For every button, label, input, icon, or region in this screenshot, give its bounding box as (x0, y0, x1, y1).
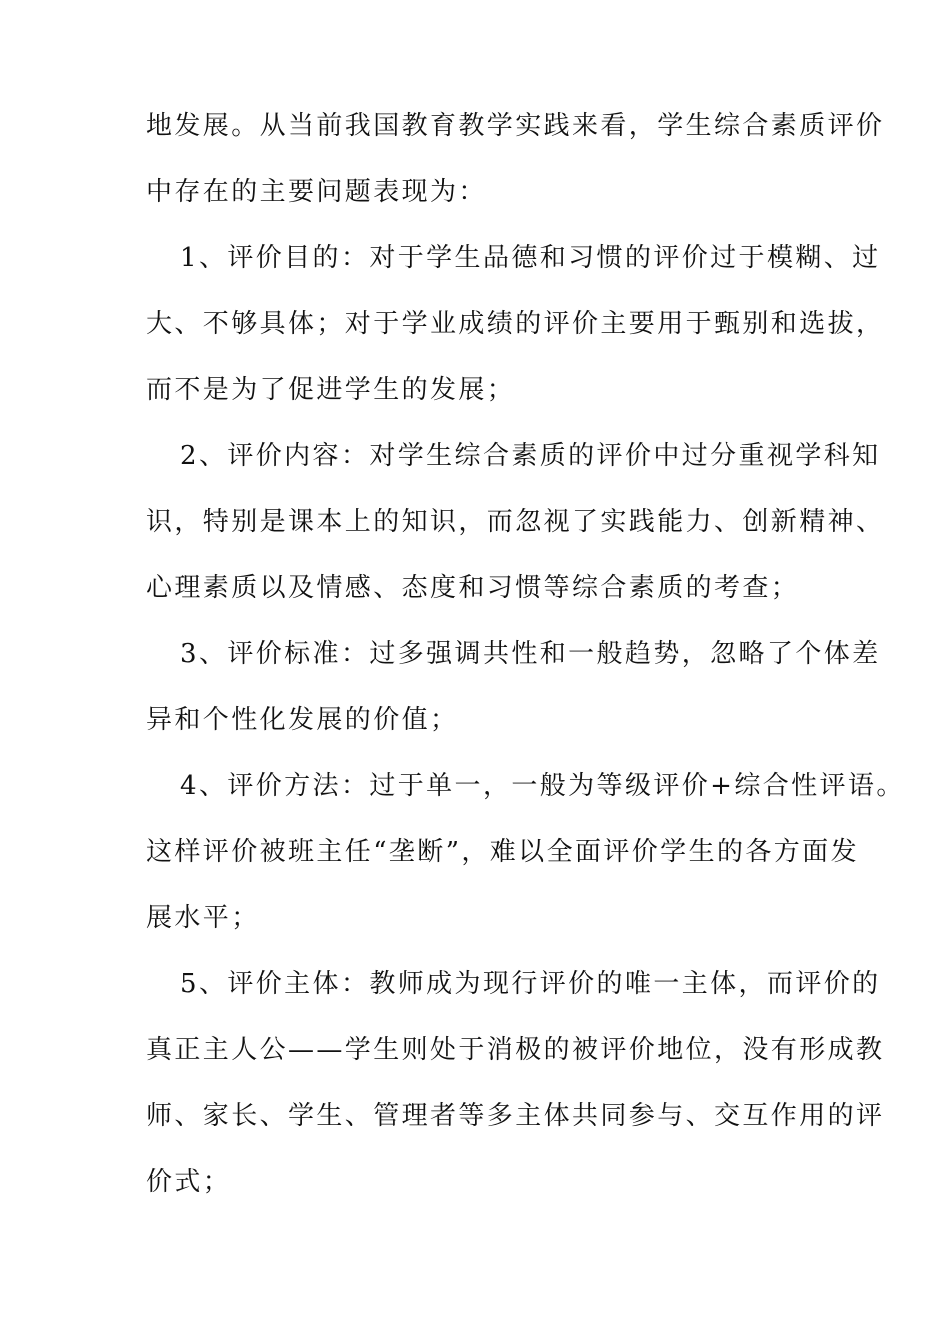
list-item-3-line-2: 异和个性化发展的价值； (146, 705, 459, 735)
list-item-4-line-3: 展水平； (146, 903, 260, 933)
list-item-2-line-2: 识，特别是课本上的知识，而忽视了实践能力、创新精神、 (146, 507, 885, 537)
list-item-5-line-1: 5、评价主体：教师成为现行评价的唯一主体，而评价的 (180, 969, 881, 999)
list-item-5-line-3: 师、家长、学生、管理者等多主体共同参与、交互作用的评 (146, 1101, 885, 1131)
list-item-1-line-2: 大、不够具体；对于学业成绩的评价主要用于甄别和选拔， (146, 309, 885, 339)
text-line-2: 中存在的主要问题表现为： (146, 177, 487, 207)
list-item-4-line-2: 这样评价被班主任“垄断”，难以全面评价学生的各方面发 (146, 837, 859, 867)
list-item-5-line-2: 真正主人公——学生则处于消极的被评价地位，没有形成教 (146, 1035, 885, 1065)
list-item-2-line-1: 2、评价内容：对学生综合素质的评价中过分重视学科知 (180, 441, 881, 471)
list-item-1-line-3: 而不是为了促进学生的发展； (146, 375, 516, 405)
list-item-3-line-1: 3、评价标准：过多强调共性和一般趋势，忽略了个体差 (180, 639, 881, 669)
text-line-1: 地发展。从当前我国教育教学实践来看，学生综合素质评价 (146, 111, 885, 141)
list-item-1-line-1: 1、评价目的：对于学生品德和习惯的评价过于模糊、过 (180, 243, 881, 273)
list-item-4-line-1: 4、评价方法：过于单一，一般为等级评价+综合性评语。 (180, 771, 905, 801)
list-item-5-line-4: 价式； (146, 1167, 232, 1197)
list-item-2-line-3: 心理素质以及情感、态度和习惯等综合素质的考查； (146, 573, 800, 603)
